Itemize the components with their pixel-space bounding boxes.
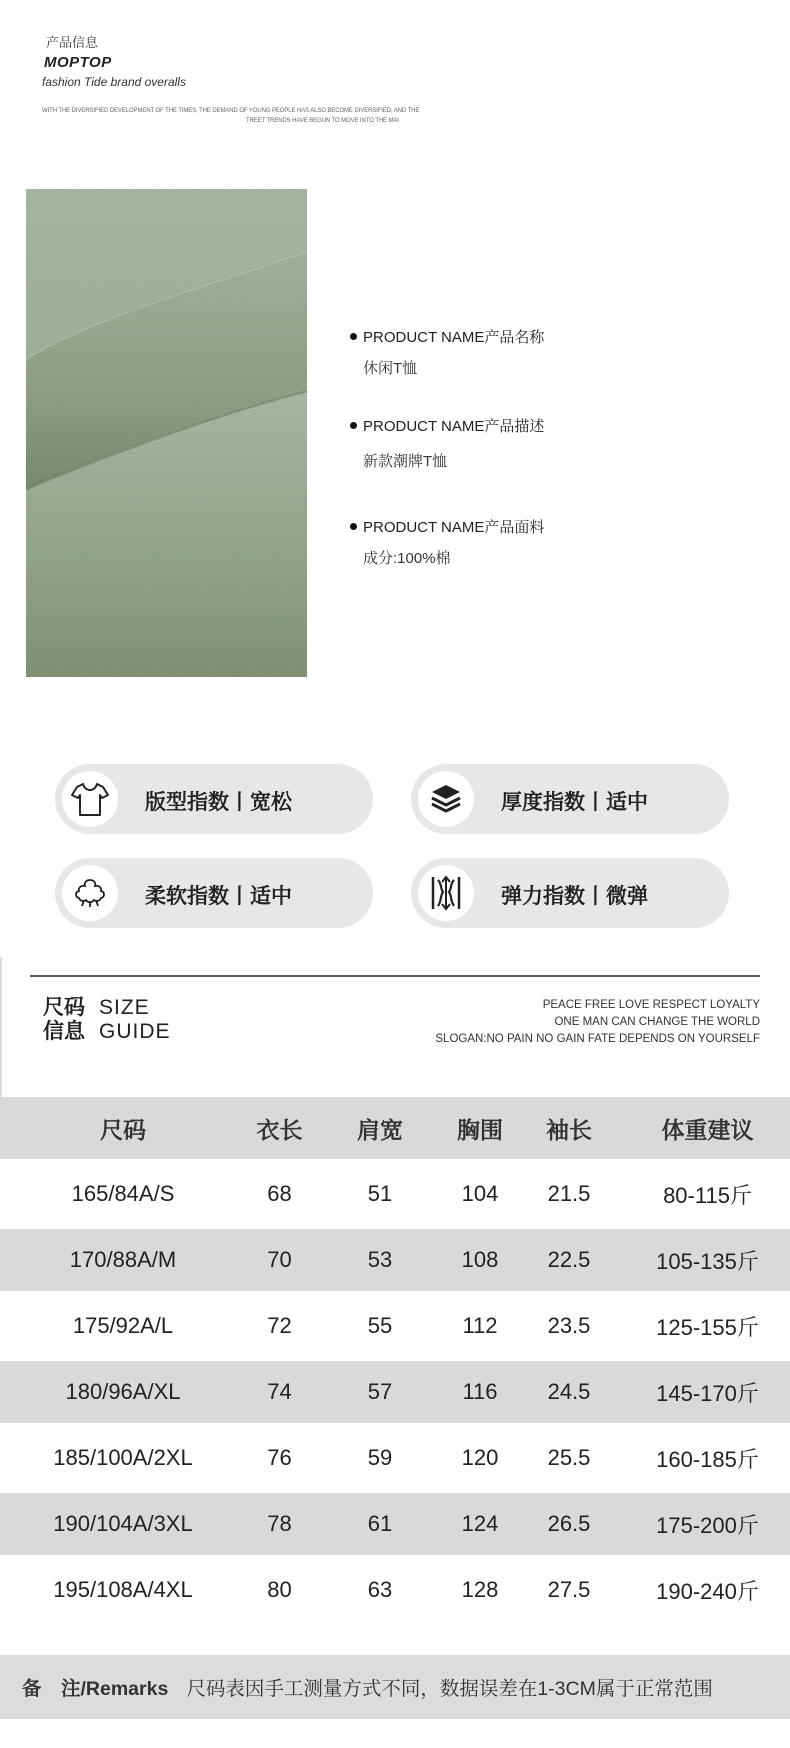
info-title: PRODUCT NAME产品描述 <box>363 418 545 435</box>
table-cell: 104 <box>461 1181 499 1206</box>
table-row <box>0 1361 790 1423</box>
table-cell: 74 <box>267 1379 292 1404</box>
table-cell: 190/104A/3XL <box>53 1511 193 1536</box>
table-cell: 145-170斤 <box>656 1380 759 1406</box>
table-cell: 26.5 <box>547 1511 591 1536</box>
table-cell: 59 <box>367 1445 393 1470</box>
table-cell: 108 <box>461 1247 499 1272</box>
info-title: PRODUCT NAME产品面料 <box>363 519 545 536</box>
table-row <box>0 1555 790 1625</box>
table-cell: 180/96A/XL <box>65 1379 181 1404</box>
table-cell: 25.5 <box>547 1445 591 1470</box>
table-cell: 70 <box>267 1247 292 1272</box>
table-cell: 160-185斤 <box>656 1446 759 1472</box>
table-header-cell: 体重建议 <box>661 1116 754 1143</box>
table-header-cell: 肩宽 <box>357 1116 403 1143</box>
size-guide-en: SIZE GUIDE <box>99 996 171 1043</box>
bullet-icon <box>350 523 357 530</box>
table-cell: 190-240斤 <box>656 1578 759 1604</box>
table-cell: 124 <box>461 1511 499 1536</box>
table-cell: 55 <box>367 1313 393 1338</box>
softness-index-pill <box>55 858 373 928</box>
table-cell: 112 <box>462 1313 498 1338</box>
table-cell: 175-200斤 <box>656 1512 759 1538</box>
table-cell: 57 <box>367 1379 393 1404</box>
divider-line <box>30 975 760 977</box>
table-cell: 170/88A/M <box>69 1247 177 1272</box>
table-cell: 195/108A/4XL <box>53 1577 193 1602</box>
tshirt-icon <box>69 778 111 820</box>
fit-index-pill <box>55 764 373 834</box>
thickness-index-pill <box>411 764 729 834</box>
header-cn-title: 产品信息 <box>46 35 99 50</box>
table-cell: 63 <box>367 1577 393 1602</box>
table-row <box>0 1159 790 1229</box>
table-cell: 68 <box>267 1181 292 1206</box>
size-guide-cn: 尺码 信息 <box>43 996 85 1043</box>
fabric-image <box>26 189 307 677</box>
remarks-bar <box>0 1655 790 1719</box>
header-small-text-2: TREET TRENDS HAVE BEGUN TO MOVE INTO THE MAI <box>246 118 399 124</box>
table-cell: 61 <box>367 1511 393 1536</box>
section-border <box>0 957 2 1097</box>
table-cell: 80-115斤 <box>663 1182 752 1208</box>
cotton-icon <box>69 872 111 914</box>
header-small-text-1: WITH THE DIVERSIFIED DEVELOPMENT OF THE TIMES, THE DEMAND OF YOUNG PEOPLE HAS ALSO BECOME DIVERSIFIED, AND THE <box>42 108 420 114</box>
info-value: 休闲T恤 <box>363 360 418 377</box>
elasticity-index-pill <box>411 858 729 928</box>
product-info-fabric <box>350 516 650 568</box>
table-cell: 27.5 <box>547 1577 591 1602</box>
table-row <box>0 1493 790 1555</box>
table-cell: 23.5 <box>547 1313 591 1338</box>
layers-icon <box>426 779 466 819</box>
pill-label: 柔软指数丨适中 <box>145 885 292 908</box>
bullet-icon <box>350 422 357 429</box>
pill-label: 版型指数丨宽松 <box>145 791 292 814</box>
product-info-name <box>350 326 650 378</box>
slogan: PEACE FREE LOVE RESPECT LOYALTY ONE MAN CAN CHANGE THE WORLD SLOGAN:NO PAIN NO GAIN FATE DEPENDS ON YOURSELF <box>435 999 760 1045</box>
info-title: PRODUCT NAME产品名称 <box>363 329 545 346</box>
bullet-icon <box>350 333 357 340</box>
table-header-cell: 袖长 <box>546 1116 592 1143</box>
table-header-cell: 衣长 <box>256 1116 303 1143</box>
pill-label: 弹力指数丨微弹 <box>501 885 648 908</box>
table-cell: 175/92A/L <box>72 1313 174 1338</box>
table-cell: 125-155斤 <box>656 1314 759 1340</box>
table-cell: 128 <box>461 1577 499 1602</box>
pill-label: 厚度指数丨适中 <box>501 791 648 814</box>
table-cell: 120 <box>461 1445 499 1470</box>
table-cell: 185/100A/2XL <box>53 1445 193 1470</box>
table-row <box>0 1291 790 1361</box>
table-cell: 78 <box>267 1511 292 1536</box>
remarks-text: 尺码表因手工测量方式不同，数据误差在1-3CM属于正常范围 <box>186 1678 713 1700</box>
info-value: 成分:100%棉 <box>363 550 451 567</box>
table-row <box>0 1229 790 1291</box>
size-table <box>0 1097 790 1625</box>
table-cell: 53 <box>367 1247 393 1272</box>
stretch-icon <box>425 872 467 914</box>
table-cell: 22.5 <box>547 1247 591 1272</box>
remarks-label: 备 注/Remarks <box>22 1678 169 1700</box>
table-header-row <box>0 1097 790 1159</box>
brand-subtitle: fashion Tide brand overalls <box>42 75 186 89</box>
table-cell: 72 <box>267 1313 292 1338</box>
product-info-desc <box>350 415 650 471</box>
table-cell: 76 <box>267 1445 292 1470</box>
table-cell: 105-135斤 <box>656 1248 759 1274</box>
table-cell: 165/84A/S <box>71 1181 175 1206</box>
table-cell: 116 <box>462 1379 498 1404</box>
table-cell: 24.5 <box>547 1379 591 1404</box>
table-header-cell: 胸围 <box>457 1116 503 1143</box>
brand-name: MOPTOP <box>44 54 112 71</box>
table-header-cell: 尺码 <box>100 1116 146 1143</box>
info-value: 新款潮牌T恤 <box>363 453 448 470</box>
table-cell: 80 <box>267 1577 292 1602</box>
table-cell: 21.5 <box>547 1181 591 1206</box>
table-cell: 51 <box>367 1181 393 1206</box>
table-row <box>0 1423 790 1493</box>
